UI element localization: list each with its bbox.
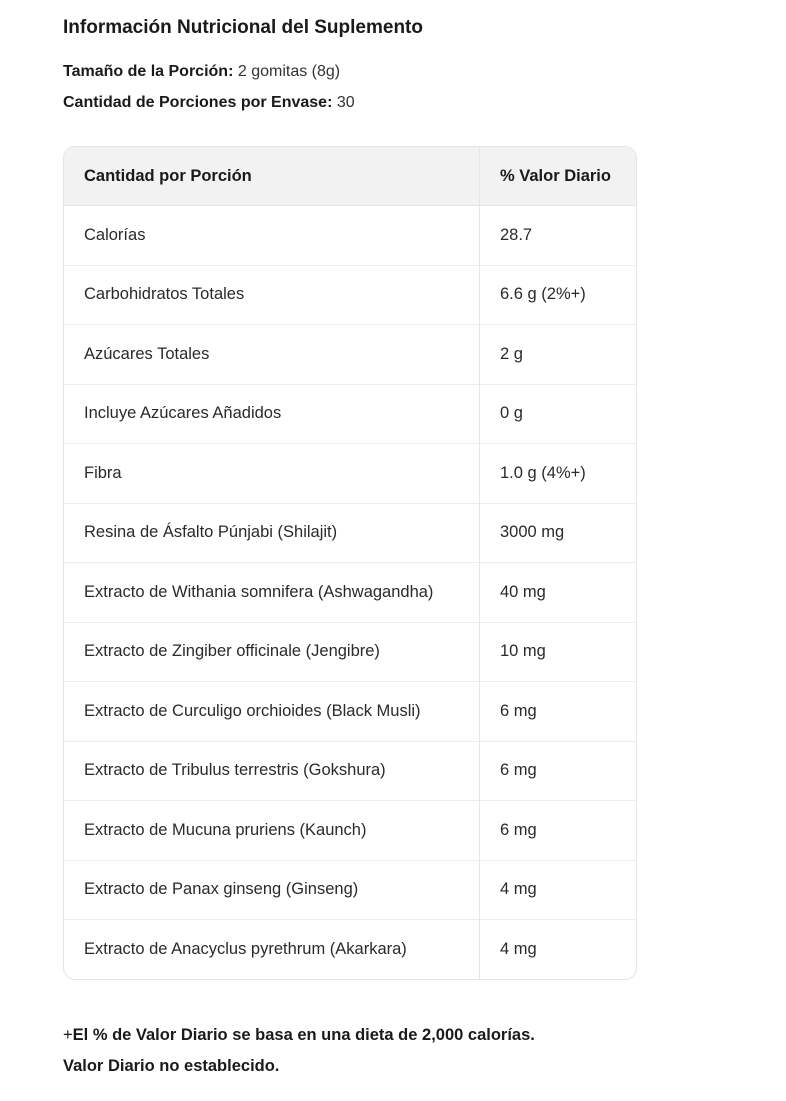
- nutrient-value: 40 mg: [480, 563, 637, 623]
- nutrient-value: 3000 mg: [480, 503, 637, 563]
- footnote-text: El % de Valor Diario se basa en una dieta de 2,000 calorías.: [72, 1025, 535, 1044]
- nutrient-name: Resina de Ásfalto Púnjabi (Shilajit): [64, 503, 480, 563]
- nutrient-name: Calorías: [64, 206, 480, 266]
- table-row: [64, 265, 636, 325]
- footnote-marker: +: [63, 1025, 73, 1044]
- nutrition-table: [64, 147, 636, 979]
- table-row: [64, 801, 636, 861]
- table-row: [64, 444, 636, 504]
- footnote-daily-value-basis: [63, 1020, 763, 1051]
- nutrient-value: 6 mg: [480, 741, 637, 801]
- table-row: [64, 206, 636, 266]
- nutrient-value: 10 mg: [480, 622, 637, 682]
- table-row: [64, 503, 636, 563]
- footnotes: [63, 1020, 763, 1082]
- servings-count-row: [63, 87, 763, 118]
- serving-info: [63, 56, 763, 118]
- table-header-row: [64, 147, 636, 206]
- supplement-facts: [63, 14, 763, 1082]
- nutrient-value: 6 mg: [480, 801, 637, 861]
- column-header-daily-value: % Valor Diario: [480, 147, 637, 206]
- nutrient-name: Extracto de Tribulus terrestris (Gokshura): [64, 741, 480, 801]
- nutrition-table-card: [63, 146, 637, 980]
- nutrient-value: 28.7: [500, 225, 533, 244]
- table-row: [64, 622, 636, 682]
- nutrient-name: Extracto de Withania somnifera (Ashwagandha): [64, 563, 480, 623]
- serving-size-row: [63, 56, 763, 87]
- table-row: [64, 325, 636, 385]
- nutrient-value: 0 g: [480, 384, 637, 444]
- nutrient-name: Incluye Azúcares Añadidos: [64, 384, 480, 444]
- table-row: [64, 920, 636, 979]
- nutrient-name: Azúcares Totales: [64, 325, 480, 385]
- nutrient-name: Extracto de Curculigo orchioides (Black Musli): [64, 682, 480, 742]
- nutrient-name: Extracto de Mucuna pruriens (Kaunch): [64, 801, 480, 861]
- nutrient-value: 4 mg: [480, 860, 637, 920]
- page-title: Información Nutricional del Suplemento: [63, 17, 423, 38]
- table-row: [64, 682, 636, 742]
- table-row: [64, 563, 636, 623]
- nutrient-value: 1.0 g (4%+): [480, 444, 637, 504]
- serving-size-value: 2 gomitas (8g): [237, 63, 341, 80]
- servings-count-value: 30: [336, 94, 355, 111]
- footnote-not-established: Valor Diario no establecido.: [63, 1056, 280, 1075]
- table-row: [64, 384, 636, 444]
- nutrient-name: Fibra: [64, 444, 480, 504]
- column-header-amount: Cantidad por Porción: [64, 147, 480, 206]
- nutrient-name: Carbohidratos Totales: [64, 265, 480, 325]
- nutrient-value: 4 mg: [480, 920, 637, 979]
- table-row: [64, 860, 636, 920]
- nutrient-name: Extracto de Zingiber officinale (Jengibre): [64, 622, 480, 682]
- nutrient-name: Extracto de Anacyclus pyrethrum (Akarkara): [64, 920, 480, 979]
- table-row: [64, 741, 636, 801]
- nutrient-value: 6.6 g (2%+): [480, 265, 637, 325]
- servings-count-label: Cantidad de Porciones por Envase:: [63, 94, 333, 111]
- nutrient-name: Extracto de Panax ginseng (Ginseng): [64, 860, 480, 920]
- nutrient-value: 6 mg: [480, 682, 637, 742]
- serving-size-label: Tamaño de la Porción:: [63, 63, 234, 80]
- nutrient-value: 2 g: [480, 325, 637, 385]
